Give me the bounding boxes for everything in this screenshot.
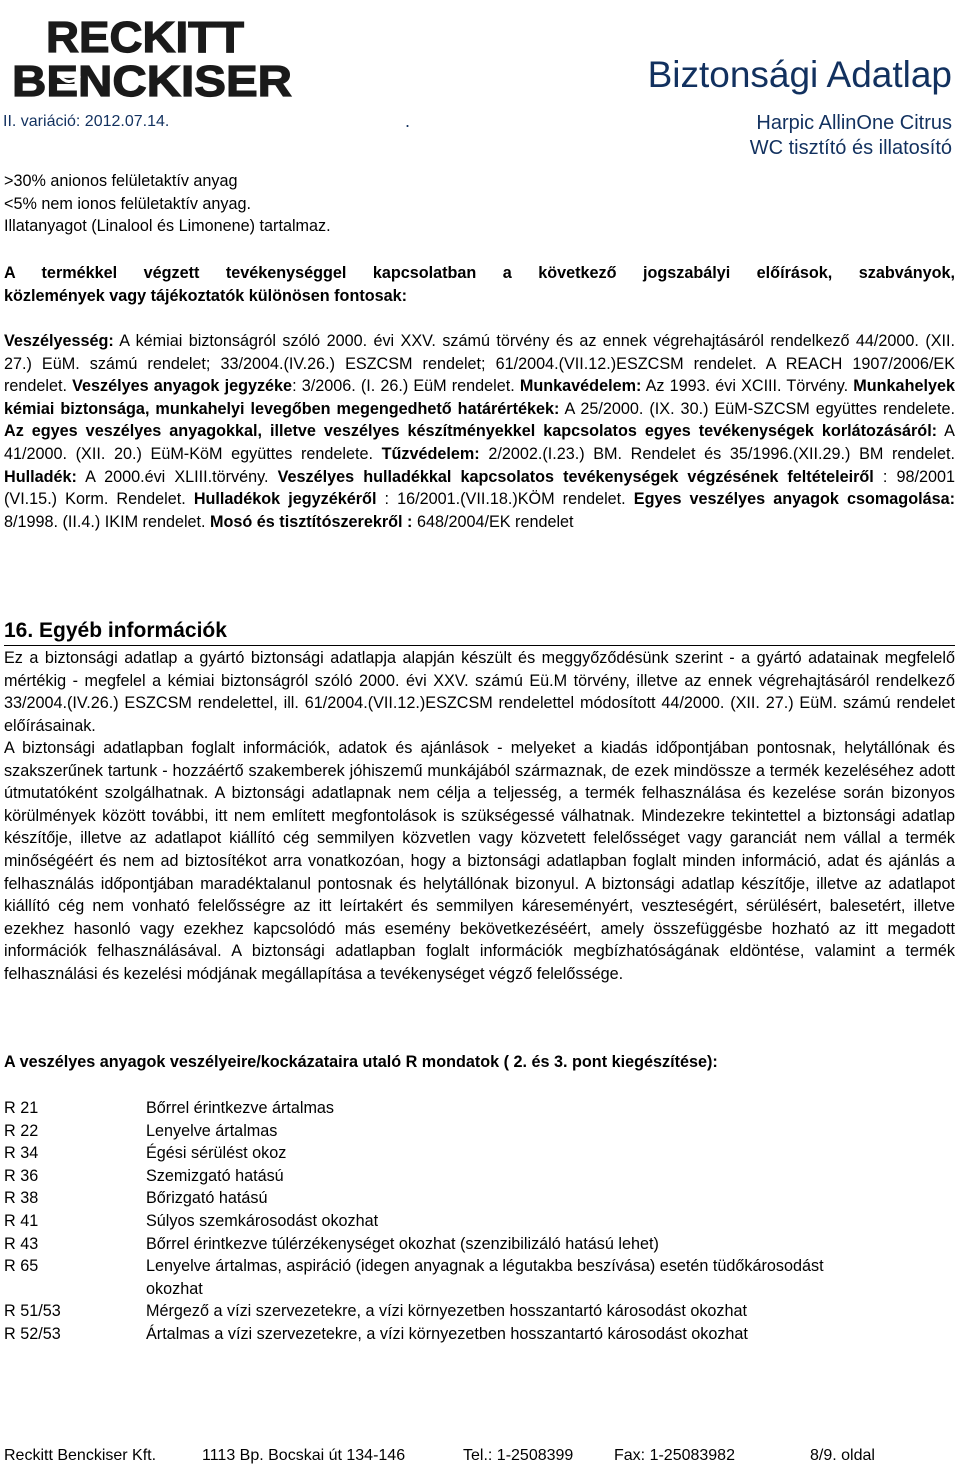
- r-phrase-row: [4, 1300, 955, 1323]
- reg-workplace-label: Munkahelyek kémiai biztonsága, munkahelyi levegőben megengedhető határértékek:: [4, 377, 955, 418]
- reg-fire-label: Tűzvédelem:: [381, 444, 480, 463]
- r-phrase-text: Lenyelve ártalmas: [146, 1121, 278, 1140]
- composition-item: <5% nem ionos felületaktív anyag.: [4, 194, 252, 213]
- regulations-intro-line1: A termékkel végzett tevékenységgel kapcsolatban a következő jogszabályi előírások, szabványok,: [4, 264, 955, 282]
- product-line2: WC tisztító és illatosító: [749, 137, 952, 159]
- reg-hazwaste-label: Veszélyes hulladékkal kapcsolatos tevékenységek végzésének feltételeiről: [277, 467, 874, 486]
- r-phrase-text: Súlyos szemkárosodást okozhat: [146, 1211, 379, 1230]
- logo-line1: RECKITT: [46, 13, 245, 62]
- r-phrase-code: R 52/53: [4, 1324, 61, 1343]
- regulations-body: [4, 330, 955, 533]
- reg-restriction-text: A 41/2000. (XII. 20.) EüM-KöM együttes rendelete.: [4, 422, 955, 463]
- r-phrase-row: [4, 1165, 955, 1188]
- header-separator: .: [405, 111, 411, 131]
- r-phrase-text: Bőrrel érintkezve túlérzékenységet okozhat (szenzibilizáló hatású lehet): [146, 1234, 659, 1253]
- r-phrase-code: R 65: [4, 1257, 39, 1276]
- composition-list: [4, 170, 955, 238]
- r-phrase-text: Bőrizgató hatású: [146, 1189, 268, 1208]
- r-phrase-text: Bőrrel érintkezve ártalmas: [146, 1099, 335, 1117]
- r-phrase-text: Égési sérülést okoz: [146, 1144, 287, 1163]
- reg-list-label: Veszélyes anyagok jegyzéke: [72, 377, 293, 396]
- r-phrases-heading: A veszélyes anyagok veszélyeire/kockázataira utaló R mondatok ( 2. és 3. pont kiegészítése):: [4, 1053, 718, 1071]
- r-phrase-code: R 38: [4, 1189, 39, 1208]
- r-phrase-text: Mérgező a vízi szervezetekre, a vízi környezetben hosszantartó károsodást okozhat: [146, 1302, 748, 1321]
- r-phrase-code: R 51/53: [4, 1302, 61, 1321]
- composition-item: Illatanyagot (Linalool és Limonene) tartalmaz.: [4, 217, 331, 236]
- section-16-para2: A biztonsági adatlapban foglalt információk, adatok és ajánlások - melyeket a kiadás időpontjában pontosnak, helytállónak és szakszerűnek tartunk - hozzáértő szakemberek jóhiszemű munkájából származnak, de ezek mindössze a termék kezeléséhez adott útmutatóként szolgálhatnak. A biztonsági adatlapnak nem célja a teljesség, a termék felhasználása és kezelése során bizonyos körülmények között további, itt nem említett megfontolások is szükségessé válhatnak. Mindezekre tekintettel a biztonsági adatlap készítője, illetve az adatlapot kiállító cég semmilyen közvetlen vagy közvetett felelősséget vagy garanciát nem vállal a termék minőségéért és nem ad biztosítékot arra vonatkozóan, hogy a biztonsági adatlapban foglalt minden információ, adat és ajánlás a felhasználás időpontjában maradéktalanul pontosnak és helytállónak bizonyul. A biztonsági adatlap készítője, illetve az adatlapot kiállító cég nem vonható felelősségre az itt leírtakért és semmilyen káreseményért, veszteségért, sérülésért, balesetért, illetve ezekhez hasonló vagy ezekhez kapcsolódó más esemény bekövetkezéséért, amely összefüggésbe hozható az itt megadott információk felhasználásával. A biztonsági adatlapban foglalt információk megbízhatóságának eldöntése, valamint a termék felhasználási és kezelési módjának megállapítása a tevékenységet végző felelőssége.: [4, 739, 955, 983]
- reg-waste-text: A 2000.évi XLIII.törvény.: [76, 467, 278, 486]
- r-phrase-row: [4, 1187, 955, 1210]
- r-phrase-row: [4, 1097, 955, 1120]
- reg-wastelist-label: Hulladékok jegyzékéről: [193, 490, 377, 509]
- reg-workprotect-text: Az 1993. évi XCIII. Törvény.: [641, 377, 854, 396]
- regulations-intro: [4, 262, 955, 307]
- document-title: Biztonsági Adatlap: [647, 54, 952, 95]
- r-phrase-text: Ártalmas a vízi szervezetekre, a vízi környezetben hosszantartó károsodást okozhat: [146, 1324, 748, 1343]
- footer-address: 1113 Bp. Bocskai út 134-146: [202, 1447, 406, 1464]
- r-phrase-code: R 34: [4, 1144, 39, 1163]
- r-phrase-text: Lenyelve ártalmas, aspiráció (idegen anyagnak a légutakba beszívása) esetén tüdőkárosodást okozhat: [146, 1257, 824, 1298]
- reg-list-text: : 3/2006. (I. 26.) EüM rendelet.: [292, 377, 520, 396]
- reg-detergent-label: Mosó és tisztítószerekről :: [210, 512, 413, 531]
- r-phrase-code: R 41: [4, 1211, 39, 1230]
- product-name: [750, 111, 952, 161]
- footer-tel: Tel.: 1-2508399: [463, 1447, 574, 1464]
- r-phrases-table: [4, 1097, 955, 1346]
- composition-item: >30% anionos felületaktív anyag: [4, 172, 238, 190]
- logo-line2: BENCKISER: [12, 57, 292, 102]
- r-phrase-row: [4, 1255, 955, 1300]
- reg-hazwaste-text: : 98/2001 (VI.15.) Korm. Rendelet.: [4, 467, 955, 509]
- r-phrase-code: R 21: [4, 1099, 39, 1117]
- version-info: II. variáció: 2012.07.14.: [3, 113, 170, 130]
- reg-wastelist-text: : 16/2001.(VII.18.)KÖM rendelet.: [376, 490, 634, 509]
- reg-workprotect-label: Munkavédelem:: [519, 377, 642, 396]
- reg-detergent-text: 648/2004/EK rendelet: [412, 512, 574, 531]
- reg-hazard-text: A kémiai biztonságról szóló 2000. évi XXV. számú törvény és az ennek végrehajtásáról rendelkező 44/2000. (XII. 27.) EüM. számú rendelet; 33/2004.(IV.26.) ESZCSM rendelet; 61/2004.(VII.12.)ESZCSM rendelet. A REACH 1907/2006/EK rendelet.: [4, 332, 955, 396]
- reg-workplace-text: A 25/2000. (IX. 30.) EüM-SZCSM együttes rendelete.: [559, 399, 955, 418]
- r-phrase-row: [4, 1120, 955, 1143]
- r-phrase-code: R 43: [4, 1234, 39, 1253]
- r-phrase-code: R 22: [4, 1121, 39, 1140]
- footer-page-number: 8/9. oldal: [810, 1447, 875, 1464]
- r-phrase-row: [4, 1210, 955, 1233]
- r-phrase-code: R 36: [4, 1166, 39, 1185]
- r-phrase-row: [4, 1142, 955, 1165]
- r-phrase-row: [4, 1323, 955, 1346]
- section-16-para1: Ez a biztonsági adatlap a gyártó biztonsági adatlapja alapján készült és meggyőződésünk szerint - a gyártó adatainak megfelelő mértékig - megfelel a kémiai biztonságról szóló 2000. évi XXV. számú Eü.M törvény, illetve az ennek végrehajtásáról rendelkező 33/2004.(IV.26.) ESZCSM rendelettel, ill. 61/2004.(VII.12.)ESZCSM rendelettel módosított 44/2000. (XII. 27.) EüM. számú rendelet előírásainak.: [4, 649, 955, 735]
- r-phrase-text: Szemizgató hatású: [146, 1166, 284, 1185]
- footer-fax: Fax: 1-25083982: [614, 1447, 735, 1464]
- reg-waste-label: Hulladék:: [4, 467, 77, 486]
- regulations-intro-line2: közlemények vagy tájékoztatók különösen fontosak:: [4, 286, 408, 305]
- reg-packaging-label: Egyes veszélyes anyagok csomagolása:: [633, 490, 955, 509]
- reg-packaging-text: 8/1998. (II.4.) IKIM rendelet.: [4, 512, 211, 531]
- reg-hazard-label: Veszélyesség:: [4, 332, 114, 350]
- product-line1: Harpic AllinOne Citrus: [756, 112, 952, 134]
- reg-restriction-label: Az egyes veszélyes anyagokkal, illetve veszélyes készítményekkel kapcsolatos egyes tevékenységek korlátozásáról:: [4, 422, 938, 441]
- reg-fire-text: 2/2002.(I.23.) BM. Rendelet és 35/1996.(XII.29.) BM rendelet.: [479, 444, 956, 463]
- footer-company: Reckitt Benckiser Kft.: [4, 1447, 157, 1464]
- section-16-heading: 16. Egyéb információk: [4, 617, 955, 646]
- r-phrase-row: [4, 1233, 955, 1256]
- reckitt-benckiser-logo: [8, 10, 300, 102]
